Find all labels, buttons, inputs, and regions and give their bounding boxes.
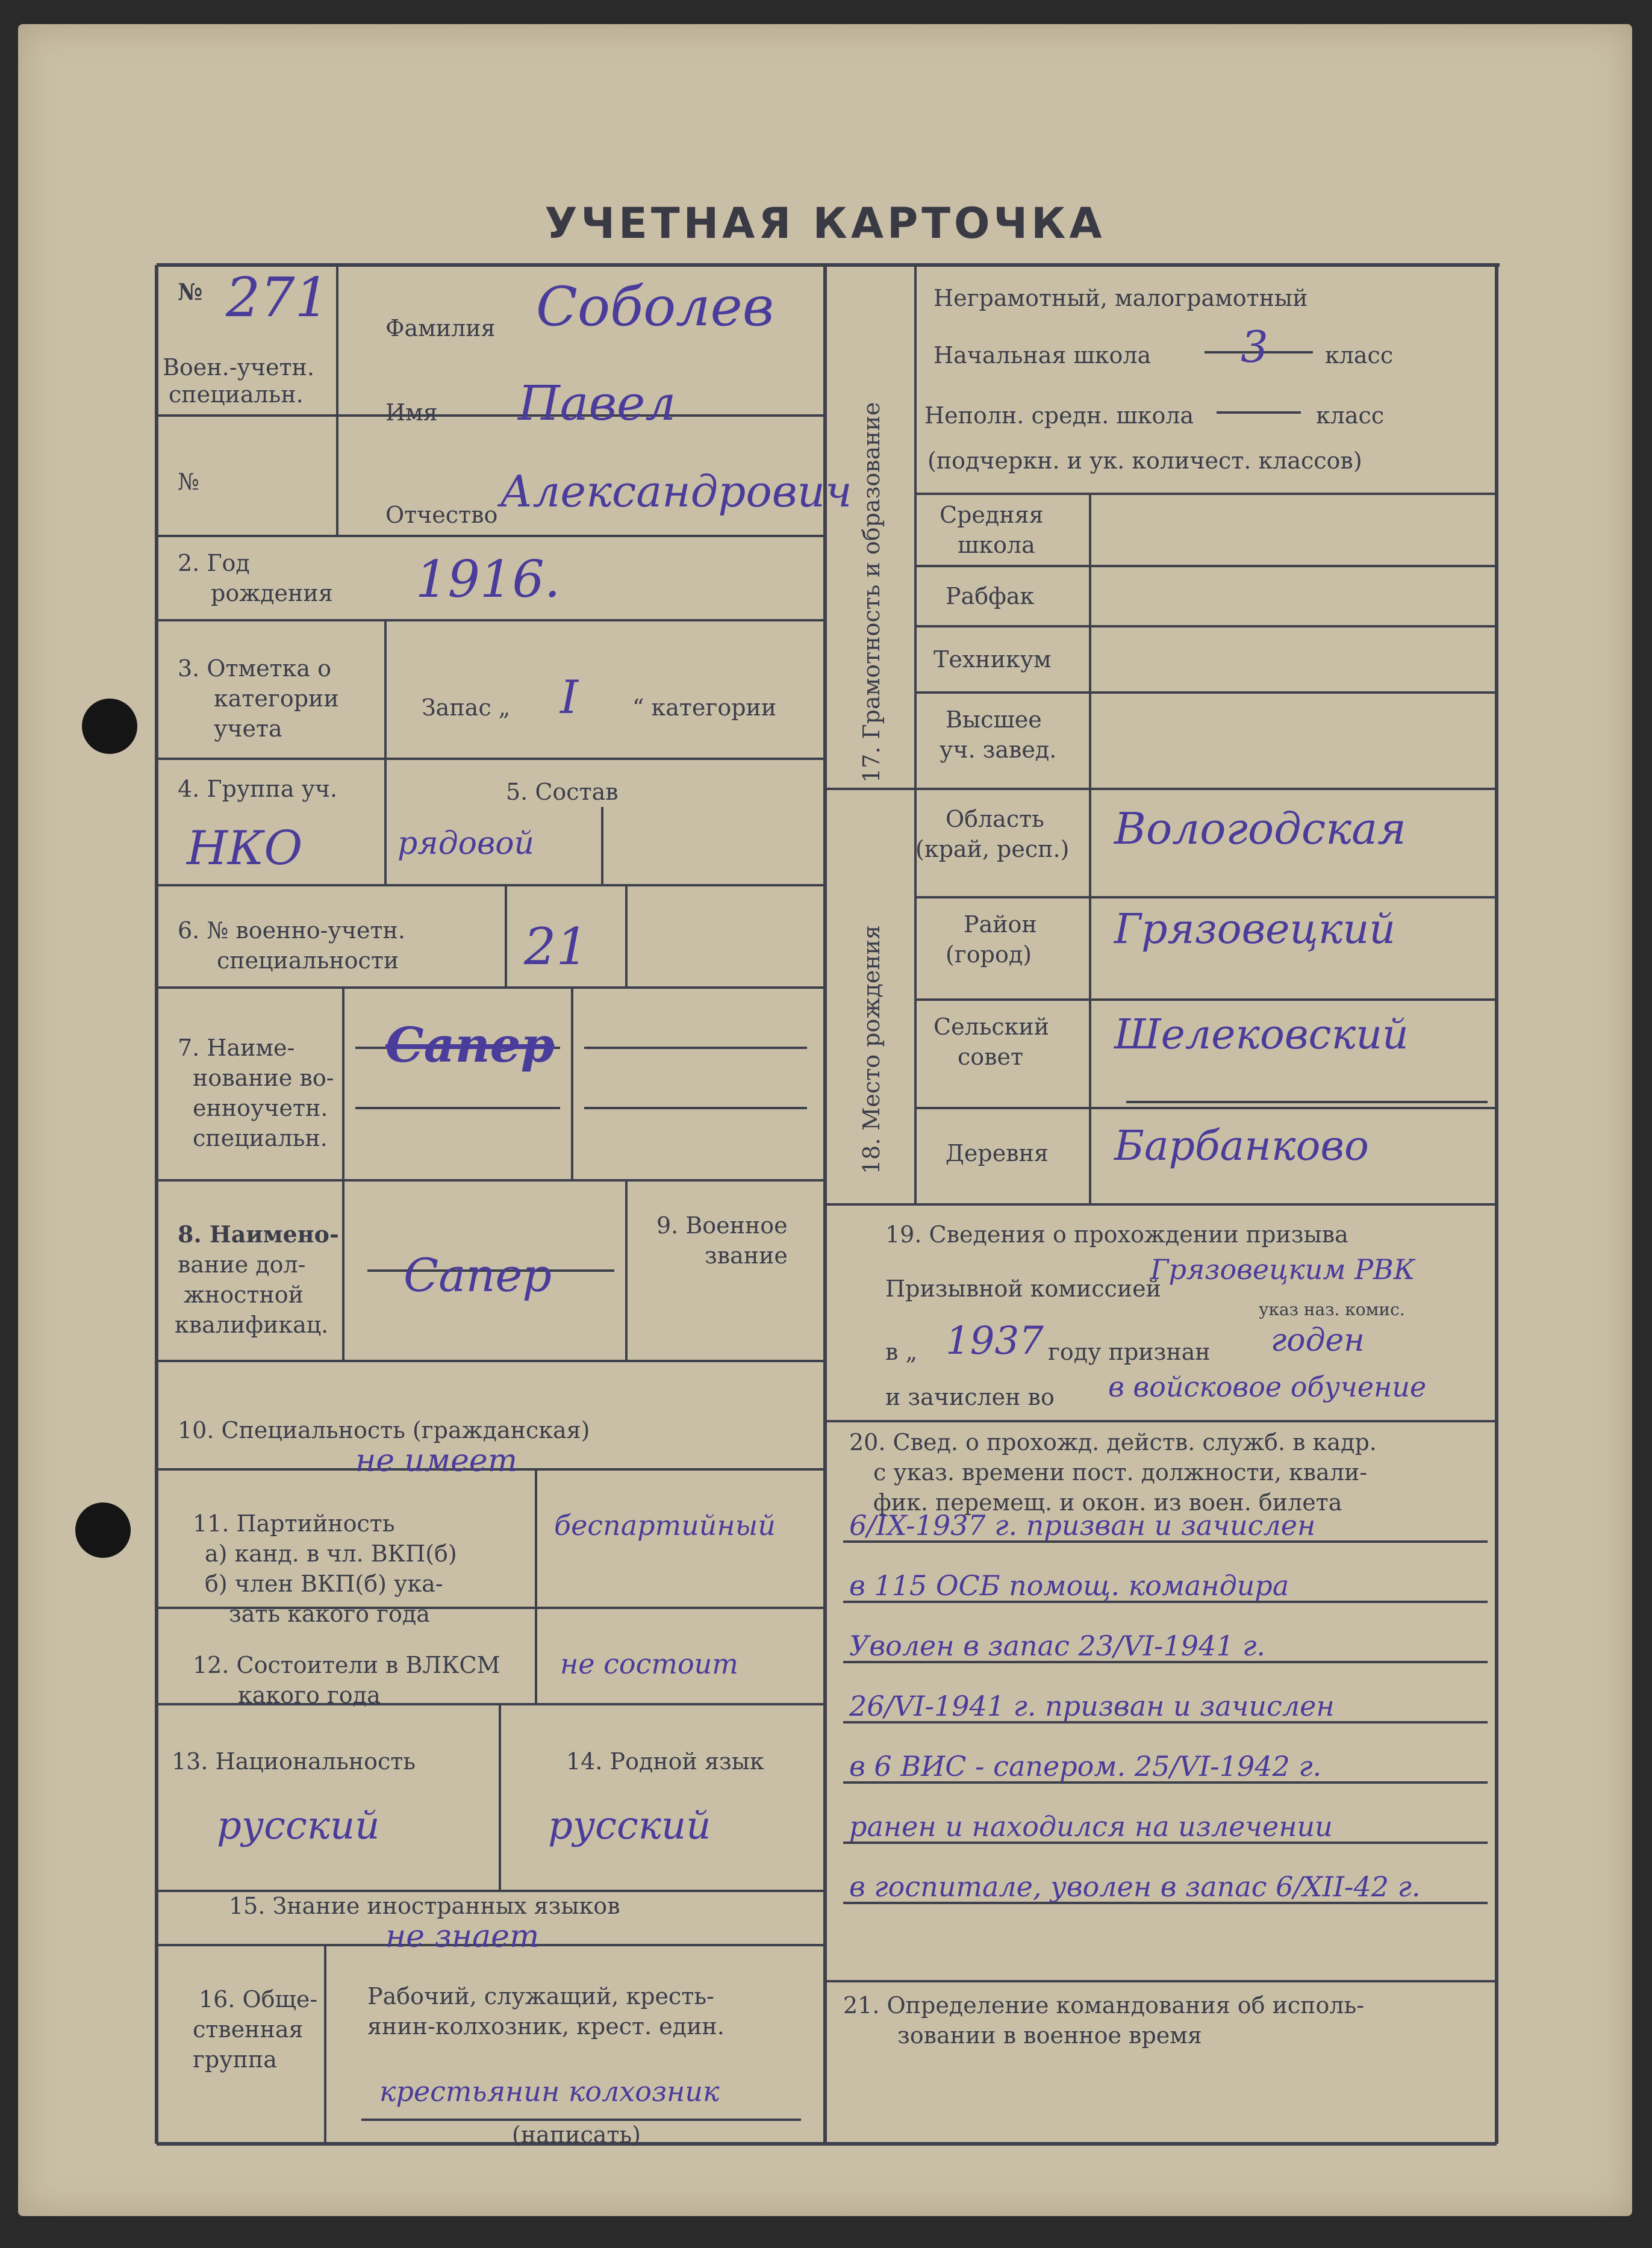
voen-spec-label-2: специальн. bbox=[169, 381, 304, 408]
f7-label-3: енноучетн. bbox=[193, 1095, 328, 1121]
f18-district-1: Район bbox=[964, 911, 1037, 938]
surname-label: Фамилия bbox=[385, 315, 496, 341]
f16-label-2: ственная bbox=[193, 2016, 304, 2043]
f3-reserve-post: “ категории bbox=[632, 694, 777, 721]
f18-district-value: Грязовецкий bbox=[1114, 906, 1396, 953]
f19-commission-note: указ наз. комис. bbox=[1259, 1300, 1405, 1319]
f18-village: Деревня bbox=[946, 1140, 1049, 1166]
f16-label-1: 16. Обще- bbox=[199, 1986, 318, 2013]
f3-label-3: учета bbox=[214, 715, 282, 742]
f17-secondary-2: школа bbox=[958, 532, 1035, 558]
number-value: 271 bbox=[226, 266, 329, 329]
f20-label-1: 20. Свед. о прохожд. действ. служб. в кадр. bbox=[849, 1429, 1377, 1456]
patronymic-label: Отчество bbox=[385, 502, 498, 528]
f4-label: 4. Группа уч. bbox=[178, 776, 338, 802]
f20-line: Уволен в запас 23/VI-1941 г. bbox=[849, 1630, 1266, 1662]
voen-spec-label-1: Воен.-учетн. bbox=[163, 354, 314, 381]
f20-label-3: фик. перемещ. и окон. из воен. билета bbox=[873, 1489, 1342, 1516]
f18-region-1: Область bbox=[946, 806, 1044, 832]
f20-line: ранен и находился на излечении bbox=[849, 1810, 1333, 1843]
f7-label-2: нование во- bbox=[193, 1065, 334, 1091]
f11-label-3: б) член ВКП(б) ука- bbox=[205, 1571, 443, 1597]
f20-label-2: с указ. времени пост. должности, квали- bbox=[873, 1459, 1368, 1486]
f17-secondary-1: Средняя bbox=[940, 502, 1044, 528]
f11-label-4: зать какого года bbox=[229, 1601, 430, 1627]
f20-line: 6/IX-1937 г. призван и зачислен bbox=[849, 1509, 1316, 1542]
f2-value: 1916. bbox=[416, 550, 561, 609]
f9-label-2: звание bbox=[705, 1242, 788, 1269]
f18-region-value: Вологодская bbox=[1114, 803, 1406, 854]
card-title: УЧЕТНАЯ КАРТОЧКА bbox=[544, 199, 1106, 248]
f2-label-2: рождения bbox=[211, 580, 333, 606]
registration-card bbox=[18, 24, 1632, 2216]
f11-label-2: а) канд. в чл. ВКП(б) bbox=[205, 1540, 457, 1567]
f7-label-1: 7. Наиме- bbox=[178, 1035, 295, 1061]
f21-label-2: зовании в военное время bbox=[897, 2022, 1202, 2049]
f7-value: Сапер bbox=[385, 1017, 555, 1073]
f19-label: 19. Сведения о прохождении призыва bbox=[885, 1221, 1348, 1248]
f19-commission: Призывной комиссией bbox=[885, 1275, 1161, 1302]
f15-label: 15. Знание иностранных языков bbox=[229, 1893, 620, 1919]
f14-value: русский bbox=[548, 1804, 711, 1848]
f5-label: 5. Состав bbox=[506, 779, 619, 805]
f5-value: рядовой bbox=[397, 826, 535, 862]
f17-illiterate: Неграмотный, малограмотный bbox=[934, 285, 1308, 311]
f14-label: 14. Родной язык bbox=[566, 1748, 764, 1775]
f10-label: 10. Специальность (гражданская) bbox=[178, 1417, 590, 1443]
f19-fit-value: годен bbox=[1271, 1322, 1365, 1359]
f6-value: 21 bbox=[524, 917, 588, 976]
f17-note: (подчеркн. и ук. количест. классов) bbox=[927, 447, 1362, 474]
number-label: № bbox=[178, 278, 203, 305]
f18-council-2: совет bbox=[958, 1044, 1024, 1070]
f11-value: беспартийный bbox=[554, 1509, 776, 1542]
f18-council-1: Сельский bbox=[934, 1013, 1050, 1040]
f7-label-4: специальн. bbox=[193, 1125, 328, 1151]
f11-label-1: 11. Партийность bbox=[193, 1510, 395, 1537]
f8-label-3: жностной bbox=[184, 1281, 304, 1308]
name-label: Имя bbox=[385, 399, 438, 426]
f8-label-4: квалификац. bbox=[175, 1312, 329, 1338]
f4-value: НКО bbox=[187, 821, 303, 876]
f16-note: (написать) bbox=[512, 2122, 641, 2148]
f17-primary: Начальная школа bbox=[934, 342, 1152, 369]
f9-label-1: 9. Военное bbox=[656, 1212, 788, 1239]
f20-line: 26/VI-1941 г. призван и зачислен bbox=[849, 1690, 1335, 1722]
f18-label: 18. Место рождения bbox=[858, 925, 885, 1174]
f17-higher-2: уч. завед. bbox=[940, 736, 1057, 763]
f8-value: Сапер bbox=[404, 1248, 552, 1302]
f17-incomplete: Неполн. средн. школа bbox=[924, 402, 1194, 429]
patronymic-value: Александрович bbox=[500, 466, 852, 517]
f18-region-2: (край, респ.) bbox=[915, 836, 1070, 862]
f17-klass2: класс bbox=[1316, 402, 1385, 429]
f17-rabfak: Рабфак bbox=[946, 583, 1035, 609]
f3-label-2: категории bbox=[214, 685, 339, 712]
f19-in: в „ bbox=[885, 1339, 918, 1365]
f15-value: не знает bbox=[385, 1919, 540, 1955]
f18-village-value: Барбанково bbox=[1114, 1122, 1369, 1170]
f16-label-3: группа bbox=[193, 2046, 277, 2073]
name-value: Павел bbox=[518, 375, 676, 431]
no-label: № bbox=[178, 469, 199, 495]
f13-label: 13. Национальность bbox=[172, 1748, 416, 1775]
f10-value: не имеет bbox=[355, 1443, 518, 1479]
f17-primary-value: 3 bbox=[1241, 322, 1268, 372]
f21-label-1: 21. Определение командования об исполь- bbox=[843, 1992, 1365, 2019]
f20-line: в 115 ОСБ помощ. командира bbox=[849, 1569, 1289, 1602]
f12-label-1: 12. Состоители в ВЛКСМ bbox=[193, 1652, 500, 1678]
f18-council-value: Шелековский bbox=[1114, 1011, 1409, 1059]
f12-value: не состоит bbox=[560, 1648, 738, 1680]
f8-label-2: вание дол- bbox=[178, 1251, 306, 1278]
f12-label-2: какого года bbox=[238, 1682, 381, 1708]
f17-higher-1: Высшее bbox=[946, 706, 1042, 733]
f16-opt-1: Рабочий, служащий, кресть- bbox=[367, 1983, 714, 2010]
f2-label-1: 2. Год bbox=[178, 550, 250, 576]
f13-value: русский bbox=[217, 1804, 380, 1848]
f17-technikum: Техникум bbox=[934, 646, 1052, 673]
f8-label-1: 8. Наимено- bbox=[178, 1221, 339, 1248]
f6-label-1: 6. № военно-учетн. bbox=[178, 917, 405, 944]
f6-label-2: специальности bbox=[217, 947, 399, 974]
f16-value: крестьянин колхозник bbox=[379, 2075, 720, 2108]
f19-commission-value: Грязовецким РВК bbox=[1150, 1253, 1415, 1286]
f20-line: в 6 ВИС - сапером. 25/VI-1942 г. bbox=[849, 1750, 1322, 1783]
f3-value: I bbox=[560, 670, 579, 724]
f19-enrolled: и зачислен во bbox=[885, 1384, 1055, 1410]
surname-value: Соболев bbox=[536, 275, 775, 338]
f3-label-1: 3. Отметка о bbox=[178, 655, 331, 682]
f20-line: в госпитале, уволен в запас 6/XII-42 г. bbox=[849, 1870, 1421, 1903]
f17-label: 17. Грамотность и образование bbox=[858, 402, 885, 783]
f16-opt-2: янин-колхозник, крест. един. bbox=[367, 2013, 725, 2040]
f17-klass: класс bbox=[1325, 342, 1394, 369]
f19-year-value: 1937 bbox=[946, 1319, 1044, 1363]
f19-enrolled-value: в войсковое обучение bbox=[1108, 1371, 1427, 1403]
f3-reserve-pre: Запас „ bbox=[422, 694, 511, 721]
f19-year-text: году признан bbox=[1048, 1339, 1211, 1365]
f18-district-2: (город) bbox=[946, 941, 1032, 968]
